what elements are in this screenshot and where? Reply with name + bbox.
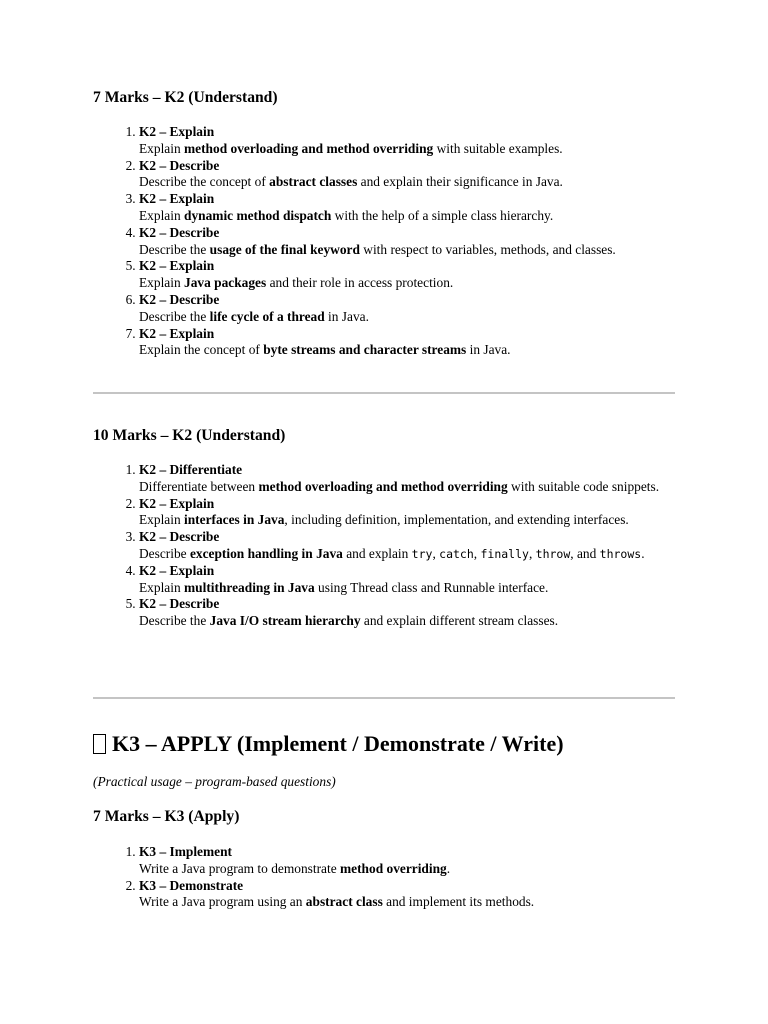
question-list-7-marks-k3: [93, 844, 699, 911]
question-tag: 1. K3 – Implement: [139, 844, 232, 859]
question-tag: 4. K2 – Explain: [139, 562, 215, 578]
question-tag: 2. K3 – Demonstrate: [139, 877, 244, 893]
question-tag: 2. K2 – Describe: [139, 157, 220, 173]
question-text: Write a Java program to demonstrate method overriding.: [139, 860, 451, 876]
list-item: [139, 326, 699, 360]
question-text: Write a Java program using an abstract class and implement its methods.: [139, 894, 535, 910]
code-try: try: [411, 546, 433, 561]
list-item: [139, 563, 699, 597]
list-item: [139, 844, 699, 878]
section-heading-10-marks-k2: 10 Marks – K2 (Understand): [93, 427, 286, 444]
list-item: [139, 292, 699, 326]
question-tag: 7. K2 – Explain: [139, 325, 215, 341]
question-text: Explain multithreading in Java using Thread class and Runnable interface.: [139, 579, 549, 595]
code-catch: catch: [439, 546, 474, 561]
question-list-10-marks-k2: [93, 462, 699, 630]
question-tag: 6. K2 – Describe: [139, 291, 220, 307]
list-item: [139, 158, 699, 192]
question-text: Describe the usage of the final keyword with respect to variables, methods, and classes.: [139, 241, 616, 257]
section-heading-7-marks-k3: 7 Marks – K3 (Apply): [93, 808, 240, 825]
section-heading-7-marks-k2: 7 Marks – K2 (Understand): [93, 89, 278, 106]
question-text: Explain the concept of byte streams and character streams in Java.: [139, 342, 511, 358]
k3-section-title: K3 – APPLY (Implement / Demonstrate / Write): [93, 730, 564, 758]
list-item: [139, 529, 699, 563]
list-item: [139, 462, 699, 496]
list-item: [139, 124, 699, 158]
question-text: Describe the concept of abstract classes and explain their significance in Java.: [139, 174, 563, 190]
code-throw: throw: [535, 546, 571, 561]
question-text: Explain interfaces in Java, including definition, implementation, and extending interfaces.: [139, 512, 629, 528]
question-text: Describe the Java I/O stream hierarchy and explain different stream classes.: [139, 613, 559, 629]
question-text: Explain dynamic method dispatch with the help of a simple class hierarchy.: [139, 207, 554, 223]
question-tag: 5. K2 – Describe: [139, 596, 220, 612]
question-tag: 3. K2 – Explain: [139, 191, 215, 207]
section-divider: [93, 392, 675, 394]
list-item: [139, 191, 699, 225]
list-item: [139, 596, 699, 630]
list-item: [139, 258, 699, 292]
code-throws: throws: [599, 546, 642, 561]
question-tag: 1. K2 – Differentiate: [139, 462, 243, 477]
question-list-7-marks-k2: [93, 124, 699, 359]
question-text: Differentiate between method overloading and method overriding with suitable code snippets.: [139, 478, 660, 494]
k3-section-note: (Practical usage – program-based questions): [93, 774, 336, 789]
question-tag: 3. K2 – Describe: [139, 529, 220, 545]
list-item: [139, 878, 699, 912]
question-text: Explain method overloading and method overriding with suitable examples.: [139, 140, 563, 156]
question-tag: 4. K2 – Describe: [139, 224, 220, 240]
question-text: Explain Java packages and their role in access protection.: [139, 275, 454, 291]
question-text: Describe exception handling in Java and explain try, catch, finally, throw, and throws.: [139, 545, 645, 561]
list-item: [139, 496, 699, 530]
question-tag: 5. K2 – Explain: [139, 258, 215, 274]
missing-glyph-icon: [93, 734, 106, 754]
question-text: Describe the life cycle of a thread in Java.: [139, 308, 369, 324]
section-divider: [93, 697, 675, 699]
question-tag: 2. K2 – Explain: [139, 495, 215, 511]
question-tag: 1. K2 – Explain: [139, 124, 215, 139]
list-item: [139, 225, 699, 259]
code-finally: finally: [480, 546, 529, 561]
